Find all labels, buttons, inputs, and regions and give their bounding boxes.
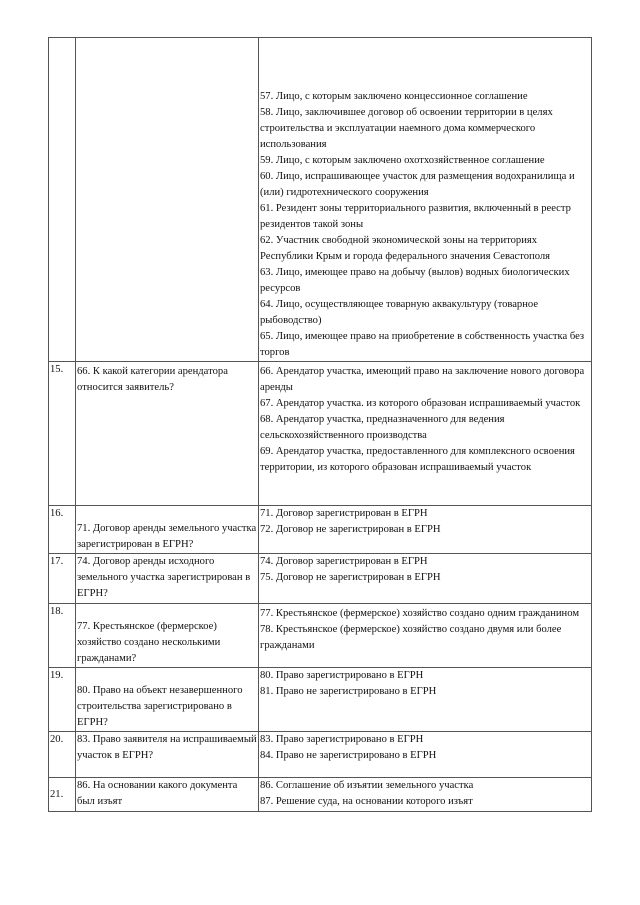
row-number: 15. <box>49 362 76 506</box>
row-number: 19. <box>49 668 76 732</box>
answer-option: 62. Участник свободной экономической зоны на территориях Республики Крым и города федерального значения Севастополя <box>260 235 551 262</box>
answer-option: 57. Лицо, с которым заключено концессионное соглашение <box>260 91 528 102</box>
row-number: 18. <box>49 604 76 668</box>
answers-cell <box>259 554 592 604</box>
answers-cell <box>259 668 592 732</box>
row-number <box>49 38 76 362</box>
answer-option: 75. Договор не зарегистрирован в ЕГРН <box>260 572 441 583</box>
row-number: 20. <box>49 732 76 778</box>
table-row <box>49 604 592 668</box>
answer-option: 60. Лицо, испрашивающее участок для размещения водохранилища и (или) гидротехнического сооружения <box>260 171 575 198</box>
question-text: 86. На основании какого документа был изъят <box>77 780 238 807</box>
question-text: 83. Право заявителя на испрашиваемый участок в ЕГРН? <box>77 734 257 761</box>
answer-option: 84. Право не зарегистрировано в ЕГРН <box>260 750 437 761</box>
document-table <box>48 37 592 812</box>
answers-cell <box>259 732 592 778</box>
question-text: 80. Право на объект незавершенного строительства зарегистрировано в ЕГРН? <box>77 685 243 728</box>
answer-option: 83. Право зарегистрировано в ЕГРН <box>260 734 424 745</box>
question-cell <box>76 604 259 668</box>
answer-option: 63. Лицо, имеющее право на добычу (вылов) водных биологических ресурсов <box>260 267 570 294</box>
question-cell <box>76 778 259 812</box>
answer-option: 78. Крестьянское (фермерское) хозяйство создано двумя или более гражданами <box>260 624 562 651</box>
table-row <box>49 38 592 362</box>
answer-option: 87. Решение суда, на основании которого изъят <box>260 796 473 807</box>
table-row <box>49 668 592 732</box>
answer-option: 86. Соглашение об изъятии земельного участка <box>260 780 474 791</box>
answer-option: 65. Лицо, имеющее право на приобретение в собственность участка без торгов <box>260 331 585 358</box>
table-row <box>49 732 592 778</box>
answers-cell <box>259 604 592 668</box>
answers-cell <box>259 362 592 506</box>
answer-option: 72. Договор не зарегистрирован в ЕГРН <box>260 524 441 535</box>
answer-option: 68. Арендатор участка, предназначенного для ведения сельскохозяйственного производства <box>260 414 505 441</box>
table-row <box>49 506 592 554</box>
question-text: 77. Крестьянское (фермерское) хозяйство создано несколькими гражданами? <box>77 621 221 664</box>
answer-option: 80. Право зарегистрировано в ЕГРН <box>260 670 424 681</box>
answer-option: 61. Резидент зоны территориального развития, включенный в реестр резидентов такой зоны <box>260 203 571 230</box>
answer-option: 71. Договор зарегистрирован в ЕГРН <box>260 508 428 519</box>
answers-cell <box>259 506 592 554</box>
answers-cell <box>259 38 592 362</box>
row-number: 21. <box>49 778 76 812</box>
answer-option: 77. Крестьянское (фермерское) хозяйство создано одним гражданином <box>260 608 580 619</box>
answer-option: 69. Арендатор участка, предоставленного для комплексного освоения территории, из которого образован испрашиваемый участок <box>260 446 575 473</box>
question-text: 71. Договор аренды земельного участка зарегистрирован в ЕГРН? <box>77 523 257 550</box>
question-text: 74. Договор аренды исходного земельного участка зарегистрирован в ЕГРН? <box>77 556 251 599</box>
question-cell <box>76 732 259 778</box>
question-cell <box>76 668 259 732</box>
row-number: 16. <box>49 506 76 554</box>
answer-option: 58. Лицо, заключившее договор об освоении территории в целях строительства и эксплуатации наемного дома коммерческого использования <box>260 107 553 150</box>
answers-cell <box>259 778 592 812</box>
answer-option: 74. Договор зарегистрирован в ЕГРН <box>260 556 428 567</box>
question-cell <box>76 554 259 604</box>
table-row <box>49 554 592 604</box>
question-cell <box>76 38 259 362</box>
question-cell <box>76 506 259 554</box>
table-row <box>49 362 592 506</box>
answer-option: 81. Право не зарегистрировано в ЕГРН <box>260 686 437 697</box>
answer-option: 67. Арендатор участка. из которого образован испрашиваемый участок <box>260 398 581 409</box>
table-row <box>49 778 592 812</box>
answer-option: 59. Лицо, с которым заключено охотхозяйственное соглашение <box>260 155 545 166</box>
answer-option: 66. Арендатор участка, имеющий право на заключение нового договора аренды <box>260 366 585 393</box>
answer-option: 64. Лицо, осуществляющее товарную аквакультуру (товарное рыбоводство) <box>260 299 539 326</box>
question-cell <box>76 362 259 506</box>
question-text: 66. К какой категории арендатора относится заявитель? <box>77 366 228 393</box>
row-number: 17. <box>49 554 76 604</box>
